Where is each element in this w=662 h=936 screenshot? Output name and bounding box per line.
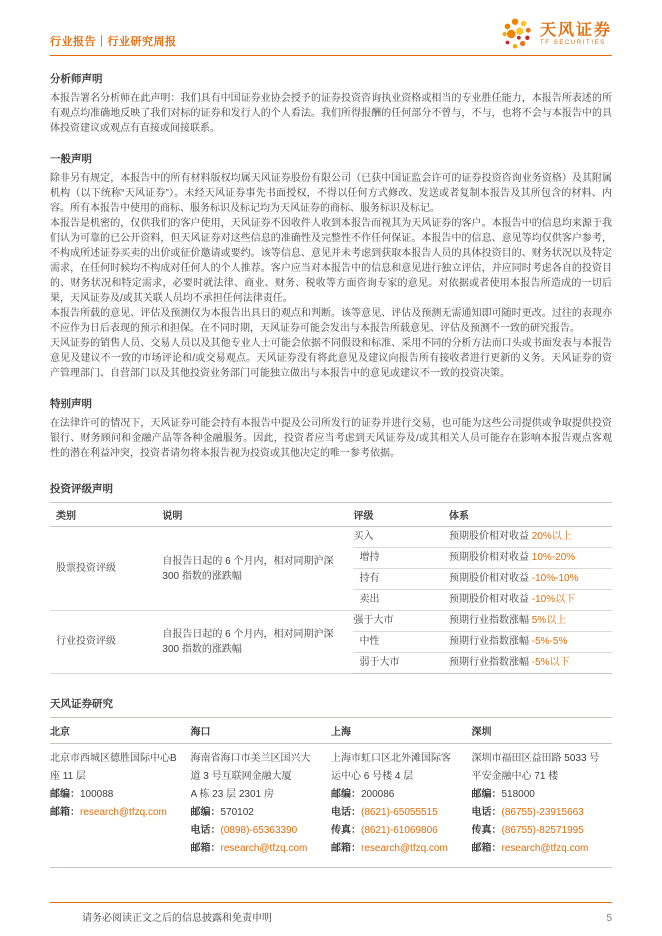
column-header-description: 说明 <box>162 503 353 527</box>
column-header-system: 体系 <box>449 503 612 527</box>
office-email[interactable]: research@tfzq.com <box>361 843 448 854</box>
office-line-label: 邮编： <box>331 789 361 800</box>
office-line <box>191 822 320 840</box>
brand <box>498 16 612 54</box>
office-email[interactable]: research@tfzq.com <box>501 843 589 854</box>
footer-disclaimer: 请务必阅读正文之后的信息披露和免责申明 <box>82 913 272 924</box>
office-phone: (0898)-65363390 <box>220 825 298 836</box>
header-rule <box>50 55 612 56</box>
breadcrumb: 行业报告｜行业研究周报 <box>50 36 177 48</box>
table-row <box>50 527 612 548</box>
office-line-label: 传真： <box>331 825 361 836</box>
paragraph: 本报告所载的意见、评估及预测仅为本报告出具日的观点和判断。该等意见、评估及预测无需通知即可随时更改。过往的表现亦不应作为日后表现的预示和担保。在不同时期，天风证券可能会发出与本报告所载意见、评估及预测不一致的研究报告。 <box>50 308 612 334</box>
office-line <box>331 804 460 822</box>
brand-text <box>540 22 612 47</box>
office-line-label: 邮编： <box>471 789 502 800</box>
office-address: 上海市虹口区北外滩国际客运中心 6 号楼 4 层 <box>331 753 451 782</box>
office-line-label: 电话： <box>471 807 502 818</box>
office-line-label: 邮箱： <box>190 843 221 854</box>
office-city-haikou: 海口 <box>191 718 332 744</box>
system-prefix: 预期股价相对收益 <box>449 552 532 563</box>
section-title-general-statement: 一般声明 <box>50 153 92 165</box>
office-city-beijing: 北京 <box>50 718 191 744</box>
system-prefix: 预期股价相对收益 <box>449 573 532 584</box>
analyst-statement-body: 本报告署名分析师在此声明：我们具有中国证券业协会授予的证券投资咨询执业资格或相当的专业胜任能力，本报告所表述的所有观点均准确地反映了我们对标的证券和发行人的个人看法。我们所得报酬的任何部分不曾与，不与，也将不会与本报告中的具体投资建议或观点有直接或间接联系。 <box>50 93 612 134</box>
office-phone: (86755)-23915663 <box>501 807 584 818</box>
system-prefix: 预期股价相对收益 <box>449 531 532 542</box>
office-line-value: 518000 <box>501 789 535 800</box>
office-line-value: 200086 <box>361 789 395 800</box>
general-statement-body <box>50 171 612 381</box>
office-haikou <box>191 744 332 868</box>
office-line <box>472 840 601 858</box>
footer-row <box>50 903 612 924</box>
paragraph: 天风证券的销售人员、交易人员以及其他专业人士可能会依据不同假设和标准、采用不同的分析方法而口头或书面发表与本报告意见及建议不一致的市场评论和/或交易观点。天风证券没有将此意见及建议向报告所有接收者进行更新的义务。天风证券的资产管理部门、自营部门以及其他投资业务部门可能独立做出与本报告中的意见或建议不一致的投资决策。 <box>50 338 612 379</box>
system-value: 5%以上 <box>531 615 567 626</box>
office-line <box>50 804 179 822</box>
office-line <box>191 840 320 858</box>
rating-label: 卖出 <box>353 590 449 611</box>
rating-system <box>449 611 612 632</box>
office-address: 深圳市福田区益田路 5033 号平安金融中心 71 楼 <box>471 753 600 782</box>
office-line-label: 邮编： <box>190 807 221 818</box>
column-header-rating: 评级 <box>353 503 449 527</box>
rating-system <box>449 632 612 653</box>
office-line <box>331 786 460 804</box>
rating-label: 中性 <box>353 632 449 653</box>
office-line <box>50 786 179 804</box>
office-line <box>472 804 601 822</box>
rating-description-industry: 自报告日起的 6 个月内，相对同期沪深 300 指数的涨跌幅 <box>162 611 353 674</box>
system-value: -5%以下 <box>531 657 570 668</box>
rating-system <box>449 527 612 548</box>
office-line-value: 570102 <box>220 807 254 818</box>
system-value: -10%以下 <box>531 594 576 605</box>
office-shanghai <box>331 744 472 868</box>
office-line <box>191 786 320 804</box>
office-line <box>472 822 601 840</box>
system-value: -10%-10% <box>531 573 579 584</box>
office-line <box>331 822 460 840</box>
page-number: 5 <box>606 913 612 924</box>
system-prefix: 预期行业指数涨幅 <box>449 657 532 668</box>
office-line-label: 邮编： <box>50 789 80 800</box>
office-fax: (86755)-82571995 <box>501 825 584 836</box>
office-city-shanghai: 上海 <box>331 718 472 744</box>
office-line-label: 邮箱： <box>471 843 502 854</box>
rating-category-industry: 行业投资评级 <box>50 611 162 674</box>
office-line-label: 电话： <box>331 807 361 818</box>
office-line-label: 邮箱： <box>331 843 361 854</box>
rating-label: 买入 <box>353 527 449 548</box>
paragraph: 本报告是机密的，仅供我们的客户使用，天风证券不因收件人收到本报告而视其为天风证券的客户。本报告中的信息均来源于我们认为可靠的已公开资料，但天风证券对这些信息的准确性及完整性不作任何保证。本报告中的信息、意见等均仅供客户参考，不构成所述证券买卖的出价或征价邀请或要约。该等信息、意见并未考虑到获取本报告人员的具体投资目的、财务状况以及特定需求，在任何时候均不构成对任何人的个人推荐。客户应当对本报告中的信息和意见进行独立评估，并应同时考虑各自的投资目的、财务状况和特定需求，必要时就法律、商业、财务、税收等方面咨询专家的意见。对依据或者使用本报告所造成的一切后果，天风证券及/或其关联人员均不承担任何法律责任。 <box>50 218 612 304</box>
office-line-value: A 栋 23 层 2301 房 <box>190 789 274 800</box>
rating-system <box>449 548 612 569</box>
office-line <box>331 840 460 858</box>
rating-system <box>449 653 612 674</box>
office-line <box>472 786 601 804</box>
rating-label: 持有 <box>353 569 449 590</box>
rating-system <box>449 590 612 611</box>
rating-description-stock: 自报告日起的 6 个月内，相对同期沪深 300 指数的涨跌幅 <box>162 527 353 611</box>
office-line-label: 邮箱： <box>50 807 80 818</box>
office-table-body-row <box>50 744 612 868</box>
rating-table-header-row <box>50 503 612 527</box>
system-value: 20%以上 <box>531 531 572 542</box>
section-title-special-statement: 特别声明 <box>50 398 92 410</box>
rating-category-stock: 股票投资评级 <box>50 527 162 611</box>
office-address: 海南省海口市美兰区国兴大道 3 号互联网金融大厦 <box>190 753 311 782</box>
section-title-rating: 投资评级声明 <box>50 483 113 495</box>
rating-table <box>50 502 612 674</box>
office-table-header-row <box>50 718 612 744</box>
office-city-shenzhen: 深圳 <box>472 718 613 744</box>
report-header <box>50 16 612 54</box>
system-prefix: 预期行业指数涨幅 <box>449 636 532 647</box>
office-line <box>191 804 320 822</box>
office-phone: (8621)-65055515 <box>361 807 438 818</box>
paragraph: 除非另有规定，本报告中的所有材料版权均属天风证券股份有限公司（已获中国证监会许可的证券投资咨询业务资格）及其附属机构（以下统称“天风证券”）。未经天风证券事先书面授权，不得以任何方式修改、发送或者复制本报告及其所包含的材料、内容。所有本报告中使用的商标、服务标识及标记均为天风证券的商标、服务标识及标记。 <box>50 173 612 214</box>
office-line-label: 传真： <box>471 825 502 836</box>
special-statement-body: 在法律许可的情况下，天风证券可能会持有本报告中提及公司所发行的证券并进行交易，也可能为这些公司提供或争取提供投资银行、财务顾问和金融产品等各种金融服务。因此，投资者应当考虑到天风证券及/或其相关人员可能存在影响本报告观点客观性的潜在利益冲突，投资者请勿将本报告视为投资或其他决定的唯一参考依据。 <box>50 418 612 459</box>
office-line-label: 电话： <box>190 825 221 836</box>
system-prefix: 预期股价相对收益 <box>449 594 532 605</box>
office-line-value: 100088 <box>80 789 114 800</box>
rating-label: 弱于大市 <box>353 653 449 674</box>
section-title-analyst-statement: 分析师声明 <box>50 73 103 85</box>
brand-subtitle: TF SECURITIES <box>539 39 606 46</box>
brand-name: 天风证券 <box>539 21 612 39</box>
office-email[interactable]: research@tfzq.com <box>80 807 167 818</box>
system-value: 10%-20% <box>531 552 576 563</box>
rating-label: 强于大市 <box>353 611 449 632</box>
office-table <box>50 717 612 868</box>
brand-logo-icon <box>498 16 534 52</box>
system-prefix: 预期行业指数涨幅 <box>449 615 532 626</box>
table-row <box>50 611 612 632</box>
rating-system <box>449 569 612 590</box>
column-header-category: 类别 <box>50 503 162 527</box>
office-beijing <box>50 744 191 868</box>
rating-label: 增持 <box>353 548 449 569</box>
office-email[interactable]: research@tfzq.com <box>220 843 308 854</box>
office-shenzhen <box>472 744 613 868</box>
system-value: -5%-5% <box>531 636 568 647</box>
office-fax: (8621)-61069806 <box>361 825 438 836</box>
footer <box>50 902 612 924</box>
section-title-research: 天风证券研究 <box>50 698 113 710</box>
office-address: 北京市西城区德胜国际中心B座 11 层 <box>50 753 177 782</box>
